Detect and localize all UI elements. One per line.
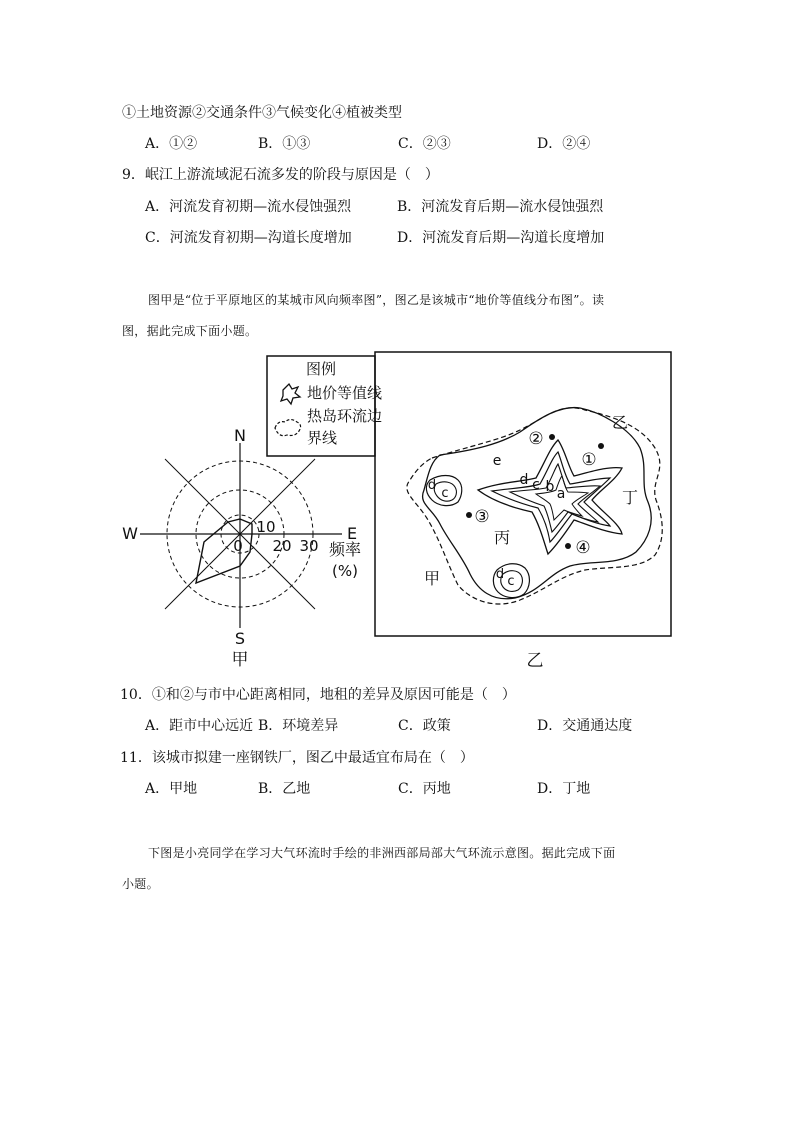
q8-option-d[interactable]: D．②④	[537, 136, 591, 152]
compass-n: N	[234, 426, 246, 445]
west-label-d: d	[427, 478, 437, 493]
q11-stem: 11．该城市拟建一座钢铁厂，图乙中最适宜布局在（ ）	[120, 750, 474, 766]
q11-option-c[interactable]: C．丙地	[398, 781, 451, 797]
q11-option-d[interactable]: D．丁地	[537, 781, 591, 797]
contour-label-b: b	[545, 479, 555, 495]
compass-e: E	[346, 524, 358, 543]
intro2-line2: 小题。	[122, 877, 159, 891]
map-point-3: ③	[474, 507, 490, 527]
q9-stem: 9．岷江上游流域泥石流多发的阶段与原因是（ ）	[122, 167, 439, 183]
map-label-ding: 丁	[621, 488, 639, 507]
q10-option-a[interactable]: A．距市中心远近	[145, 718, 254, 734]
map-label-jia: 甲	[423, 569, 441, 588]
contour-label-e: e	[492, 453, 502, 469]
q8-option-c[interactable]: C．②③	[398, 136, 451, 152]
q9-option-b[interactable]: B．河流发育后期—流水侵蚀强烈	[397, 199, 604, 215]
map-point-4: ④	[575, 538, 591, 558]
q10-option-d[interactable]: D．交通通达度	[537, 718, 633, 734]
intro1-line1: 图甲是“位于平原地区的某城市风向频率图”，图乙是该城市“地价等值线分布图”。读	[148, 293, 605, 307]
south-label-d: d	[495, 567, 505, 582]
caption-jia: 甲	[231, 650, 249, 670]
q8-option-a[interactable]: A．①②	[145, 136, 198, 152]
map-label-bing: 丙	[493, 528, 511, 547]
contour-label-a: a	[556, 486, 566, 502]
map-point-1: ①	[581, 450, 597, 470]
wind-frequency-polygon	[196, 519, 252, 583]
contour-label-c: c	[532, 477, 540, 493]
west-label-c: c	[441, 486, 449, 501]
legend-title: 图例	[305, 360, 337, 378]
legend-item-boundary-2: 界线	[307, 429, 338, 447]
q11-option-a[interactable]: A．甲地	[145, 781, 198, 797]
wind-rose	[122, 426, 361, 670]
legend-item-contour: 地价等值线	[307, 384, 383, 402]
intro2-line1: 下图是小亮同学在学习大气环流时手绘的非洲西部局部大气环流示意图。据此完成下面	[148, 846, 616, 860]
south-label-c: c	[507, 574, 515, 589]
freq-label: 频率	[328, 540, 362, 559]
rose-tick-20: 20	[272, 537, 292, 555]
map-label-yi: 乙	[611, 413, 629, 432]
q9-option-d[interactable]: D．河流发育后期—沟道长度增加	[397, 230, 605, 246]
legend-item-boundary-1: 热岛环流边	[307, 407, 383, 425]
compass-w: W	[122, 524, 138, 543]
compass-s: S	[234, 629, 246, 648]
intro1-line2: 图，据此完成下面小题。	[122, 324, 258, 338]
q8-option-b[interactable]: B．①③	[258, 136, 311, 152]
rose-tick-10: 10	[256, 518, 276, 536]
map-point-2: ②	[528, 429, 544, 449]
q9-option-c[interactable]: C．河流发育初期—沟道长度增加	[145, 230, 352, 246]
q9-option-a[interactable]: A．河流发育初期—流水侵蚀强烈	[145, 199, 352, 215]
caption-yi: 乙	[526, 651, 544, 671]
land-price-map	[375, 352, 671, 636]
q10-stem: 10．①和②与市中心距离相同，地租的差异及原因可能是（ ）	[120, 687, 516, 703]
contour-label-d: d	[519, 472, 529, 488]
q8-stem: ①土地资源②交通条件③气候变化④植被类型	[122, 105, 402, 121]
freq-unit: (%)	[332, 562, 358, 580]
rose-tick-0: 0	[233, 537, 243, 555]
rose-tick-30: 30	[299, 537, 319, 555]
legend	[267, 356, 382, 456]
q10-option-b[interactable]: B．环境差异	[258, 718, 339, 734]
q11-option-b[interactable]: B．乙地	[258, 781, 311, 797]
q10-option-c[interactable]: C．政策	[398, 718, 451, 734]
